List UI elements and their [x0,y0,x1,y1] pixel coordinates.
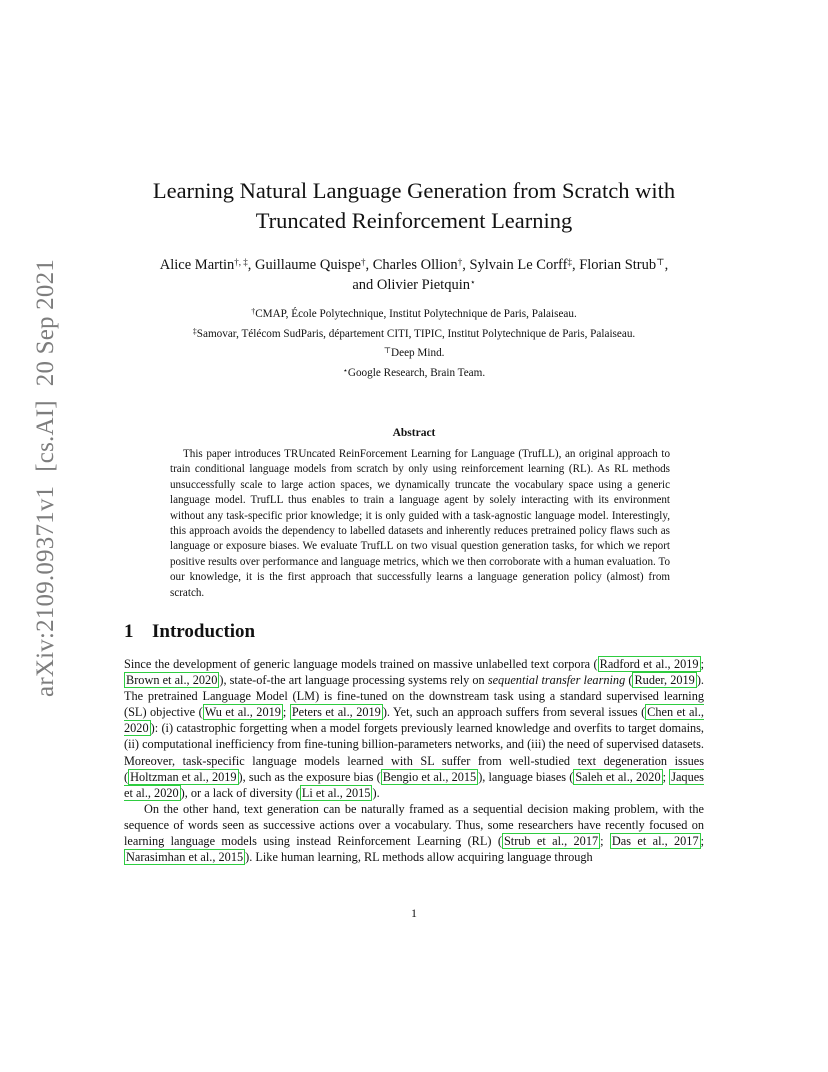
emphasis-text: sequential transfer learning [487,673,626,688]
author-name: , Sylvain Le Corff [462,257,568,273]
author-mark: ‡ [567,257,572,267]
affiliation-mark: ‡ [192,326,197,336]
citation-link[interactable]: Bengio et al., 2015 [382,769,477,784]
affiliation [0,325,828,345]
text-run: ), language biases ( [478,769,574,784]
text-run: ( [625,673,633,688]
text-run: ), such as the exposure bias ( [238,769,381,784]
affiliation-text: Deep Mind. [391,347,445,360]
author-name: and Olivier Pietquin [352,277,470,293]
affiliation [0,305,828,325]
section-heading [124,621,255,643]
citation-link[interactable]: Wu et al., 2019 [204,705,281,720]
text-run: ; [600,834,610,849]
text-run: ). [372,785,380,800]
author-mark: ⊤ [656,257,665,267]
text-run: ). The pretrained Language Model (LM) is fine-tuned on the downstream task using a standard supervised learning (SL) objective ( [124,673,704,720]
author-line-2 [0,275,828,295]
arxiv-date: 20 Sep 2021 [32,259,59,387]
author-name: , Guillaume Quispe [247,257,361,273]
text-run: ; [282,705,290,720]
citation-link[interactable]: Holtzman et al., 2019 [130,769,237,784]
affiliation-mark: † [251,307,256,316]
citation-link[interactable]: Chen et al., 2020 [124,705,704,736]
paragraph [124,801,704,865]
introduction-body [124,656,704,865]
section-title: Introduction [152,621,256,642]
text-run: On the other hand, text generation can be naturally framed as a sequential decision making problem, with the sequence of words seen as successive actions over a vocabulary. Thus, some researchers have recently focused on learning language models using instead Reinforcement Learning (RL) ( [124,801,704,849]
text-run: ), state-of-the art language processing systems rely on [219,673,488,688]
text-run: ). Yet, such an approach suffers from several issues ( [382,705,646,720]
citation-link[interactable]: Ruder, 2019 [634,673,695,688]
author-name: , Florian Strub [571,257,657,273]
author-separator: , [664,257,669,273]
text-run: Since the development of generic language models trained on massive unlabelled text corpora ( [124,657,598,671]
citation-link[interactable]: Brown et al., 2020 [126,673,218,688]
affiliation-text: Samovar, Télécom SudParis, département CITI, TIPIC, Institut Polytechnique de Paris, Palaiseau. [196,327,636,340]
citation-link[interactable]: Jaques et al., 2020 [124,769,704,800]
author-mark: †, ‡ [234,257,248,267]
text-run: ; [700,834,705,849]
author-mark: ⋆ [469,277,476,287]
author-name: Alice Martin [159,257,235,273]
text-run: ), or a lack of diversity ( [180,785,300,800]
author-name: , Charles Ollion [365,257,458,273]
citation-link[interactable]: Das et al., 2017 [611,834,699,849]
title-line-2: Truncated Reinforcement Learning [255,208,573,233]
affiliation-text: Google Research, Brain Team. [347,366,486,379]
affiliation [0,364,828,384]
affiliation-mark: ⋆ [342,365,348,375]
page-number: 1 [411,906,417,920]
abstract-heading: Abstract [392,427,436,439]
text-run: ): (i) catastrophic forgetting when a model forgets previously learned knowledge and overfits to target domains, (ii) computational inefficiency from fine-tuning billion-parameters networks, and (iii) the need of supervised datasets. Moreover, task-specific language models learned with SL suffer from well-studied text degeneration issues ( [124,721,704,784]
arxiv-id: arXiv:2109.09371v1 [32,485,59,697]
citation-link[interactable]: Li et al., 2015 [301,785,371,800]
citation-link[interactable]: Radford et al., 2019 [599,657,699,671]
author-list [0,255,828,295]
affiliation [0,344,828,364]
text-run: ; [662,769,670,784]
paragraph [124,656,704,801]
affiliation-list [0,305,828,383]
citation-link[interactable]: Narasimhan et al., 2015 [126,850,244,865]
citation-link[interactable]: Saleh et al., 2020 [575,769,661,784]
text-run: ; [700,657,705,671]
author-line-1 [0,255,828,275]
section-number: 1 [124,621,134,642]
citation-link[interactable]: Strub et al., 2017 [503,834,599,849]
affiliation-mark: ⊤ [383,346,392,356]
author-mark: † [457,257,463,267]
paper-title [0,176,828,236]
text-run: ). Like human learning, RL methods allow acquiring language through [245,850,593,865]
affiliation-text: CMAP, École Polytechnique, Institut Polytechnique de Paris, Palaiseau. [255,308,577,320]
title-line-1: Learning Natural Language Generation from Scratch with [152,178,676,203]
citation-link[interactable]: Peters et al., 2019 [291,705,381,720]
abstract-body: This paper introduces TRUncated ReinForcement Learning for Language (TrufLL), an original approach to train conditional language models from scratch by only using reinforcement learning (RL). As RL methods unsuccessfully scale to large action spaces, we dynamically truncate the vocabulary space using a generic language model. TrufLL thus enables to train a language agent by solely interacting with its environment without any task-specific prior knowledge; it is only guided with a task-agnostic language model. Interestingly, this approach avoids the dependency to labelled datasets and inherently reduces pretrained policy flaws such as language or exposure biases. We evaluate TrufLL on two visual question generation tasks, for which we report positive results over performance and language metrics, which we then corroborate with a human evaluation. To our knowledge, it is the first approach that successfully learns a language generation policy (almost) from scratch. [170,448,670,599]
author-mark: † [360,257,366,267]
arxiv-category: [cs.AI] [32,400,59,472]
